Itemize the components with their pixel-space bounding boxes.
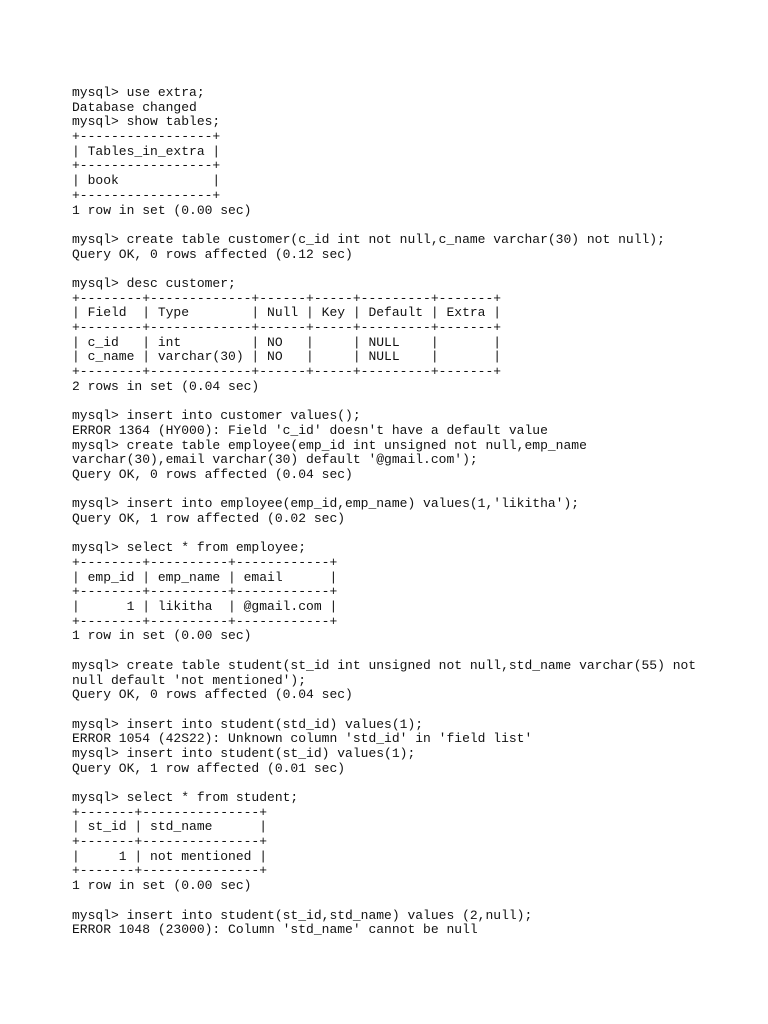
- transcript-line: 1 row in set (0.00 sec): [72, 628, 252, 644]
- transcript-line: | st_id | std_name |: [72, 819, 268, 835]
- transcript-line: Query OK, 0 rows affected (0.04 sec): [72, 687, 353, 703]
- transcript-line: +--------+----------+------------+: [72, 555, 338, 570]
- transcript-line: mysql> select * from student;: [72, 790, 299, 805]
- transcript-line: [72, 703, 696, 718]
- transcript-line: 1 row in set (0.00 sec): [72, 878, 252, 894]
- transcript-line: mysql> create table employee(emp_id int unsigned not null,emp_name: [72, 437, 587, 453]
- transcript-line: varchar(30),email varchar(30) default '@gmail.com');: [72, 452, 478, 468]
- transcript-line: ERROR 1048 (23000): Column 'std_name' cannot be null: [72, 922, 478, 938]
- transcript-line: mysql> insert into customer values();: [72, 408, 361, 424]
- transcript-line: Query OK, 0 rows affected (0.04 sec): [72, 466, 353, 482]
- transcript-line: +-----------------+: [72, 158, 221, 174]
- transcript-line: Query OK, 1 row affected (0.01 sec): [72, 760, 346, 776]
- transcript-line: Query OK, 0 rows affected (0.12 sec): [72, 246, 353, 262]
- transcript-line: ERROR 1054 (42S22): Unknown column 'std_id' in 'field list': [72, 731, 533, 747]
- mysql-session-transcript: [72, 86, 696, 938]
- transcript-line: null default 'not mentioned');: [72, 672, 307, 688]
- transcript-line: mysql> create table student(st_id int unsigned not null,std_name varchar(55) not: [72, 657, 697, 673]
- transcript-line: mysql> insert into employee(emp_id,emp_name) values(1,'likitha');: [72, 496, 580, 512]
- transcript-line: +-------+---------------+: [72, 804, 268, 820]
- transcript-line: +--------+-------------+------+-----+---------+-------+: [72, 364, 502, 380]
- transcript-line: 1 row in set (0.00 sec): [72, 202, 252, 218]
- transcript-line: | Tables_in_extra |: [72, 143, 221, 159]
- transcript-line: +--------+-------------+------+-----+---------+-------+: [72, 320, 502, 335]
- transcript-line: | c_name | varchar(30) | NO | | NULL | |: [72, 349, 502, 365]
- transcript-line: [72, 483, 696, 498]
- transcript-line: +-----------------+: [72, 129, 221, 145]
- transcript-line: +-------+---------------+: [72, 834, 268, 850]
- transcript-line: ERROR 1364 (HY000): Field 'c_id' doesn't have a default value: [72, 422, 548, 438]
- transcript-line: [72, 776, 696, 791]
- transcript-line: [72, 218, 696, 233]
- transcript-line: [72, 644, 696, 659]
- transcript-line: | 1 | likitha | @gmail.com |: [72, 599, 338, 615]
- transcript-line: +-------+---------------+: [72, 863, 268, 879]
- transcript-line: [72, 262, 696, 277]
- transcript-line: mysql> insert into student(st_id) values(1);: [72, 745, 416, 761]
- transcript-line: mysql> show tables;: [72, 114, 221, 130]
- transcript-line: | book |: [72, 173, 221, 189]
- transcript-line: +-----------------+: [72, 187, 221, 203]
- transcript-line: mysql> insert into student(st_id,std_name) values (2,null);: [72, 907, 533, 923]
- transcript-line: | 1 | not mentioned |: [72, 848, 268, 864]
- transcript-line: mysql> select * from employee;: [72, 540, 307, 556]
- transcript-line: +--------+-------------+------+-----+---------+-------+: [72, 290, 502, 306]
- transcript-line: | c_id | int | NO | | NULL | |: [72, 334, 502, 350]
- transcript-line: [72, 894, 696, 909]
- transcript-line: +--------+----------+------------+: [72, 613, 338, 629]
- transcript-line: 2 rows in set (0.04 sec): [72, 378, 260, 394]
- transcript-line: Query OK, 1 row affected (0.02 sec): [72, 510, 346, 526]
- transcript-line: Database changed: [72, 99, 197, 115]
- transcript-line: | emp_id | emp_name | email |: [72, 569, 338, 585]
- transcript-line: | Field | Type | Null | Key | Default | Extra |: [72, 305, 502, 321]
- transcript-line: mysql> insert into student(std_id) values(1);: [72, 716, 424, 732]
- transcript-line: +--------+----------+------------+: [72, 584, 338, 600]
- transcript-line: [72, 527, 696, 542]
- transcript-line: [72, 394, 696, 409]
- transcript-line: mysql> create table customer(c_id int not null,c_name varchar(30) not null);: [72, 231, 665, 247]
- transcript-line: mysql> desc customer;: [72, 275, 236, 291]
- transcript-line: mysql> use extra;: [72, 85, 205, 100]
